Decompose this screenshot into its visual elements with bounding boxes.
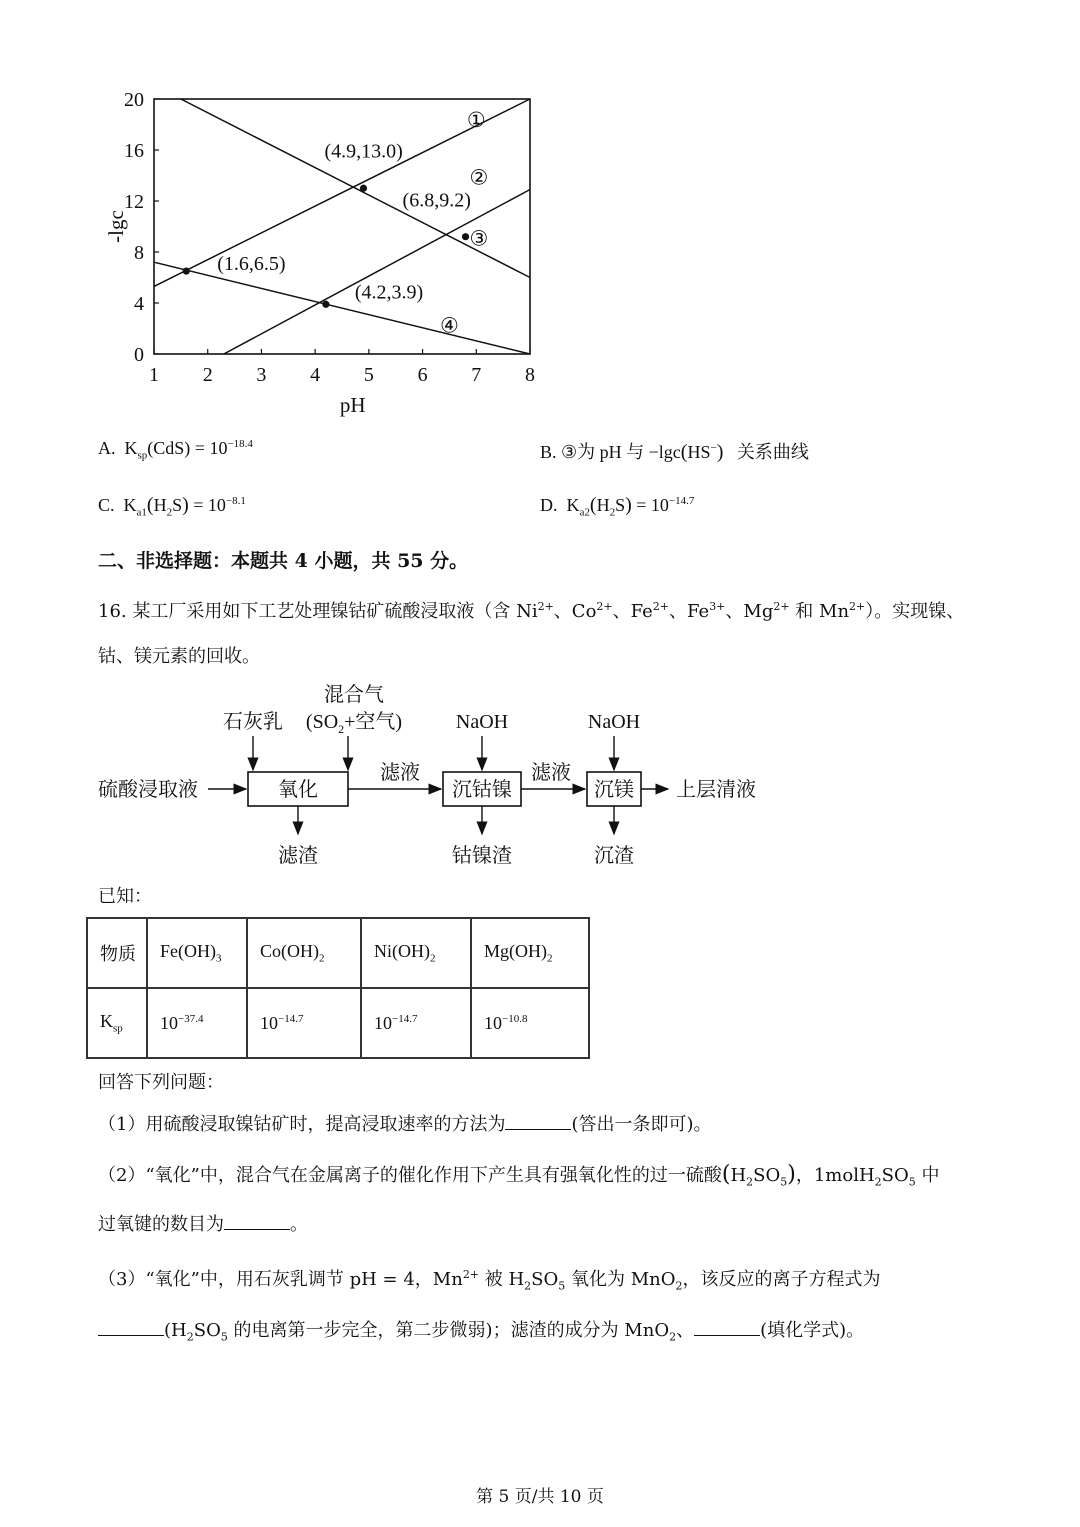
table-cell: $Co(OH)_2$ <box>247 918 361 988</box>
table-cell: $Ni(OH)_2$ <box>361 918 471 988</box>
flow-output: 上层清液 <box>676 779 756 801</box>
y-axis-label: -lgc <box>104 210 128 243</box>
additive-naoh-1: NaOH <box>455 711 509 733</box>
process-flowchart <box>90 676 790 876</box>
y-tick-label: 8 <box>134 242 144 264</box>
point-label: (4.2,3.9) <box>354 281 424 304</box>
output-co-ni-residue: 钴镍渣 <box>452 845 512 867</box>
answer-blank[interactable] <box>505 1111 571 1130</box>
box2-label: 沉钴镍 <box>452 779 512 801</box>
option-d: D. $K_{a2}(H_2S) = 10^{-14.7}$ <box>540 494 695 519</box>
y-tick-label: 4 <box>134 293 144 315</box>
q16-line1: 16. 某工厂采用如下工艺处理镍钴矿硫酸浸取液（含 $Ni^{2+}$、$Co^{2+}$、$Fe^{2+}$、$Fe^{3+}$、$Mg^{2+}$ 和 $Mn^{2+}$）。实现镍、 <box>98 600 965 622</box>
curve-label: ④ <box>440 313 459 338</box>
answer-blank[interactable] <box>224 1211 290 1230</box>
curve-label: ② <box>469 165 489 190</box>
table-cell: $10^{-37.4}$ <box>147 988 247 1058</box>
question-2-line1: （2）“氧化”中，混合气在金属离子的催化作用下产生具有强氧化性的过一硫酸$(H_2SO_5)$，$1molH_2SO_5$ 中 <box>98 1162 940 1189</box>
question-3-line2: ($H_2SO_5$ 的电离第一步完全，第二步微弱)；滤渣的成分为 MnO$_2$、 (填化学式)。 <box>98 1316 864 1353</box>
question-2-line2: 过氧键的数目为 。 <box>98 1210 308 1240</box>
box3-label: 沉镁 <box>594 779 634 801</box>
table-cell: $Mg(OH)_2$ <box>471 918 589 988</box>
x-tick-label: 4 <box>310 364 321 386</box>
x-tick-label: 7 <box>471 364 482 386</box>
table-cell: $10^{-14.7}$ <box>361 988 471 1058</box>
table-cell: $Fe(OH)_3$ <box>147 918 247 988</box>
output-residue: 滤渣 <box>278 845 318 867</box>
additive-naoh-2: NaOH <box>587 711 641 733</box>
question-3-line1: （3）“氧化”中，用石灰乳调节 pH = 4，$Mn^{2+}$ 被 $H_2SO_5$ 氧化为 MnO$_2$，该反应的离子方程式为 <box>98 1268 881 1293</box>
x-tick-label: 8 <box>525 364 535 386</box>
answer-blank[interactable] <box>694 1317 760 1336</box>
additive-gas-line1: 混合气 <box>324 684 384 706</box>
point-label: (6.8,9.2) <box>402 189 471 212</box>
additive-gas-line2: ($SO_2+$空气) <box>305 711 403 736</box>
known-label: 已知： <box>98 886 152 907</box>
y-tick-label: 20 <box>124 89 144 111</box>
table-cell: $10^{-14.7}$ <box>247 988 361 1058</box>
output-sediment: 沉渣 <box>594 845 634 867</box>
answer-blank[interactable] <box>98 1317 164 1336</box>
option-a: A. $K_{sp}(CdS) = 10^{-18.4}$ <box>98 438 253 462</box>
intersection-point <box>462 233 469 240</box>
table-row <box>87 988 589 1058</box>
option-c: C. $K_{a1}(H_2S) = 10^{-8.1}$ <box>98 494 246 519</box>
table-cell: $K_{sp}$ <box>87 988 147 1058</box>
additive-lime: 石灰乳 <box>223 711 283 733</box>
lgc-ph-chart <box>90 80 560 420</box>
intersection-point <box>183 268 190 275</box>
arrow1-label: 滤液 <box>380 762 420 784</box>
box1-label: 氧化 <box>278 779 318 801</box>
curve-label: ③ <box>469 226 489 251</box>
question-1: （1）用硫酸浸取镍钴矿时，提高浸取速率的方法为 (答出一条即可)。 <box>98 1110 712 1140</box>
section-title: 二、非选择题：本题共 4 小题，共 55 分。 <box>98 550 469 572</box>
arrow2-label: 滤液 <box>531 762 571 784</box>
point-label: (4.9,13.0) <box>324 140 403 163</box>
x-tick-label: 6 <box>417 364 428 386</box>
flow-input: 硫酸浸取液 <box>98 779 198 801</box>
x-axis-label: pH <box>339 393 366 417</box>
x-tick-label: 3 <box>256 364 267 386</box>
ksp-table <box>86 917 590 1059</box>
y-tick-label: 12 <box>124 191 144 213</box>
curve-label: ① <box>466 108 486 133</box>
x-tick-label: 5 <box>363 364 374 386</box>
answer-prompt: 回答下列问题： <box>98 1072 224 1093</box>
page-footer: 第 5 页/共 10 页 <box>476 1487 604 1507</box>
table-row <box>87 918 589 988</box>
series-line <box>154 262 530 354</box>
y-tick-label: 16 <box>124 140 144 162</box>
intersection-point <box>360 185 367 192</box>
table-cell: $10^{-10.8}$ <box>471 988 589 1058</box>
q16-line2: 钴、镁元素的回收。 <box>98 646 260 667</box>
x-tick-label: 2 <box>202 364 213 386</box>
y-tick-label: 0 <box>134 344 144 366</box>
x-tick-label: 1 <box>149 364 159 386</box>
intersection-point <box>322 301 329 308</box>
point-label: (1.6,6.5) <box>217 253 286 276</box>
table-cell: 物质 <box>87 918 147 988</box>
option-b: B. ③为 pH 与 −lgc(HS−) 关系曲线 <box>540 441 809 463</box>
